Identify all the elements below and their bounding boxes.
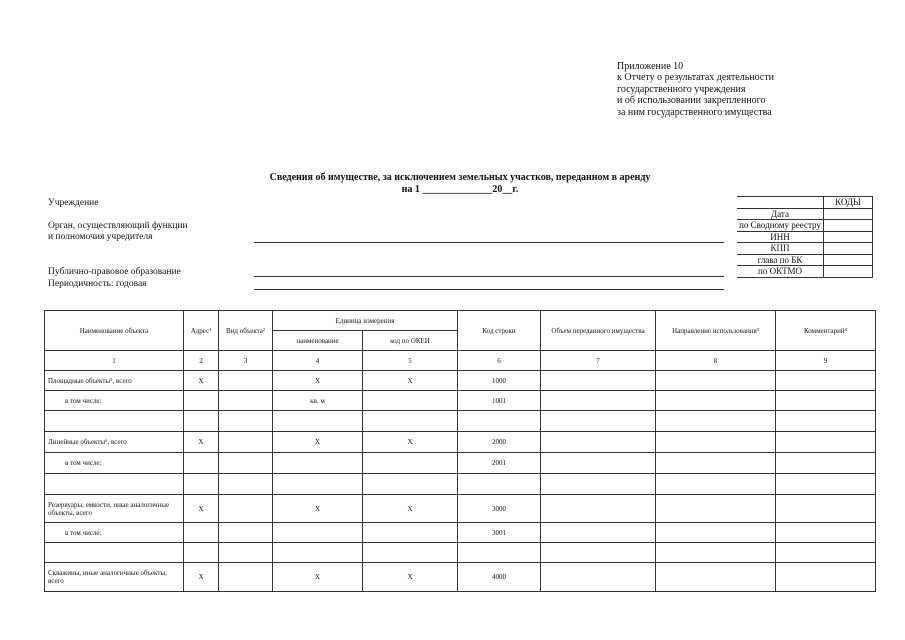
row-code[interactable] (458, 543, 541, 563)
row-code: 3000 (458, 495, 541, 523)
codes-label: по ОКТМО (737, 266, 824, 278)
row-unit-name: кв. м (273, 391, 363, 411)
col-number: 9 (776, 351, 876, 371)
table-row (45, 391, 876, 411)
table-row (45, 474, 876, 495)
row-name[interactable] (45, 474, 184, 495)
row-name[interactable] (45, 543, 184, 563)
col-header-comment: Комментарий⁴ (776, 311, 876, 351)
row-volume[interactable] (541, 391, 656, 411)
col-header-okei: код по ОКЕИ (363, 331, 458, 351)
row-object-type[interactable] (219, 391, 273, 411)
row-name: в том числе: (45, 453, 184, 474)
row-address: X (184, 563, 219, 592)
row-address[interactable] (184, 391, 219, 411)
codes-label: Дата (737, 208, 824, 220)
public-entity-label: Публично-правовое образование (48, 267, 181, 277)
row-code[interactable] (458, 411, 541, 432)
row-object-type[interactable] (219, 371, 273, 391)
row-address: X (184, 495, 219, 523)
row-comment[interactable] (776, 563, 876, 592)
row-code: 1001 (458, 391, 541, 411)
row-object-type[interactable] (219, 563, 273, 592)
periodicity-field-line (254, 289, 724, 290)
row-address[interactable] (184, 474, 219, 495)
col-header-unit: Единица измерения (273, 311, 458, 331)
col-number: 7 (541, 351, 656, 371)
row-address: X (184, 432, 219, 453)
row-volume[interactable] (541, 495, 656, 523)
row-name[interactable] (45, 411, 184, 432)
row-object-type[interactable] (219, 523, 273, 543)
row-direction[interactable] (656, 495, 776, 523)
row-okei[interactable] (363, 411, 458, 432)
row-object-type[interactable] (219, 453, 273, 474)
row-unit-name[interactable] (273, 474, 363, 495)
col-header-name: Наименование объекта (45, 311, 184, 351)
row-direction[interactable] (656, 453, 776, 474)
row-unit-name: X (273, 495, 363, 523)
institution-label: Учреждение (48, 198, 99, 208)
row-volume[interactable] (541, 432, 656, 453)
row-okei: X (363, 371, 458, 391)
property-table (44, 310, 876, 592)
row-name: Скважины, иные аналогичные объекты, всего (45, 563, 184, 592)
row-name: в том числе: (45, 523, 184, 543)
row-address[interactable] (184, 411, 219, 432)
col-header-object-type: Вид объекта² (219, 311, 273, 351)
row-direction[interactable] (656, 563, 776, 592)
col-number: 2 (184, 351, 219, 371)
row-okei[interactable] (363, 523, 458, 543)
appendix-line: Приложение 10 (617, 61, 684, 72)
row-unit-name[interactable] (273, 543, 363, 563)
row-volume[interactable] (541, 543, 656, 563)
row-unit-name: X (273, 563, 363, 592)
authority-label-line1: Орган, осуществляющий функции (48, 221, 188, 231)
col-header-unit-name: наименование (273, 331, 363, 351)
row-unit-name: X (273, 371, 363, 391)
row-comment[interactable] (776, 411, 876, 432)
row-volume[interactable] (541, 371, 656, 391)
row-object-type[interactable] (219, 432, 273, 453)
row-okei[interactable] (363, 391, 458, 411)
row-address[interactable] (184, 543, 219, 563)
row-comment[interactable] (776, 523, 876, 543)
row-volume[interactable] (541, 453, 656, 474)
col-header-line-code: Код строки (458, 311, 541, 351)
row-unit-name: X (273, 432, 363, 453)
row-name: в том числе: (45, 391, 184, 411)
row-volume[interactable] (541, 474, 656, 495)
row-code[interactable] (458, 474, 541, 495)
col-number: 6 (458, 351, 541, 371)
table-row (45, 371, 876, 391)
codes-value-cell[interactable] (824, 266, 873, 278)
row-okei: X (363, 495, 458, 523)
row-comment[interactable] (776, 474, 876, 495)
row-okei: X (363, 563, 458, 592)
authority-label-line2: и полномочия учредителя (48, 232, 153, 242)
row-unit-name[interactable] (273, 411, 363, 432)
codes-blank-cell (737, 197, 824, 209)
appendix-line: к Отчету о результатах деятельности (617, 72, 775, 84)
codes-value-cell[interactable] (824, 243, 873, 255)
col-number: 1 (45, 351, 184, 371)
document-title (0, 172, 905, 196)
codes-value-cell[interactable] (824, 254, 873, 266)
codes-header: КОДЫ (824, 197, 873, 209)
row-direction[interactable] (656, 371, 776, 391)
codes-table (737, 196, 873, 278)
row-direction[interactable] (656, 543, 776, 563)
table-row (45, 411, 876, 432)
row-code: 4000 (458, 563, 541, 592)
row-address: X (184, 371, 219, 391)
row-name: Линейные объекты⁶, всего (45, 432, 184, 453)
title-line: Сведения об имуществе, за исключением земельных участков, переданном в аренду (269, 172, 651, 183)
appendix-line: государственного учреждения (617, 83, 746, 95)
codes-label: по Сводному реестру (737, 220, 824, 232)
row-okei[interactable] (363, 543, 458, 563)
col-header-direction: Направление использования³ (656, 311, 776, 351)
row-code: 1000 (458, 371, 541, 391)
row-comment[interactable] (776, 453, 876, 474)
table-row (45, 453, 876, 474)
row-unit-name[interactable] (273, 453, 363, 474)
col-number: 4 (273, 351, 363, 371)
table-row (45, 523, 876, 543)
row-volume[interactable] (541, 523, 656, 543)
row-comment[interactable] (776, 543, 876, 563)
table-row (45, 543, 876, 563)
col-number: 5 (363, 351, 458, 371)
table-row (45, 432, 876, 453)
codes-value-cell[interactable] (824, 231, 873, 243)
table-row (45, 495, 876, 523)
row-code: 2000 (458, 432, 541, 453)
row-code: 2001 (458, 453, 541, 474)
row-object-type[interactable] (219, 495, 273, 523)
row-direction[interactable] (656, 474, 776, 495)
row-okei[interactable] (363, 453, 458, 474)
appendix-note (617, 61, 774, 118)
col-header-address: Адрес¹ (184, 311, 219, 351)
row-comment[interactable] (776, 495, 876, 523)
row-direction[interactable] (656, 432, 776, 453)
row-address[interactable] (184, 453, 219, 474)
codes-value-cell[interactable] (824, 208, 873, 220)
row-comment[interactable] (776, 371, 876, 391)
row-direction[interactable] (656, 523, 776, 543)
codes-value-cell[interactable] (824, 220, 873, 232)
codes-label: глава по БК (737, 254, 824, 266)
codes-label: ИНН (737, 231, 824, 243)
appendix-line: за ним государственного имущества (617, 106, 772, 118)
periodicity-label: Периодичность: годовая (48, 279, 147, 289)
row-unit-name[interactable] (273, 523, 363, 543)
codes-label: КПП (737, 243, 824, 255)
row-object-type[interactable] (219, 474, 273, 495)
row-volume[interactable] (541, 563, 656, 592)
public-entity-field-line[interactable] (254, 276, 724, 277)
col-header-volume: Объем переданного имущества (541, 311, 656, 351)
row-direction[interactable] (656, 391, 776, 411)
row-name: Площадные объекты⁵, всего (45, 371, 184, 391)
row-direction[interactable] (656, 411, 776, 432)
row-okei: X (363, 432, 458, 453)
row-okei[interactable] (363, 474, 458, 495)
row-comment[interactable] (776, 391, 876, 411)
title-date-line: на 1 ______________20__г. (401, 184, 519, 195)
row-comment[interactable] (776, 432, 876, 453)
row-name: Резервуары, емкости, иные аналогичные объекты, всего (45, 495, 184, 523)
row-object-type[interactable] (219, 543, 273, 563)
table-row (45, 563, 876, 592)
authority-field-line[interactable] (254, 242, 724, 243)
row-address[interactable] (184, 523, 219, 543)
col-number: 3 (219, 351, 273, 371)
appendix-line: и об использовании закрепленного (617, 95, 766, 107)
row-object-type[interactable] (219, 411, 273, 432)
row-code: 3001 (458, 523, 541, 543)
row-volume[interactable] (541, 411, 656, 432)
col-number: 8 (656, 351, 776, 371)
